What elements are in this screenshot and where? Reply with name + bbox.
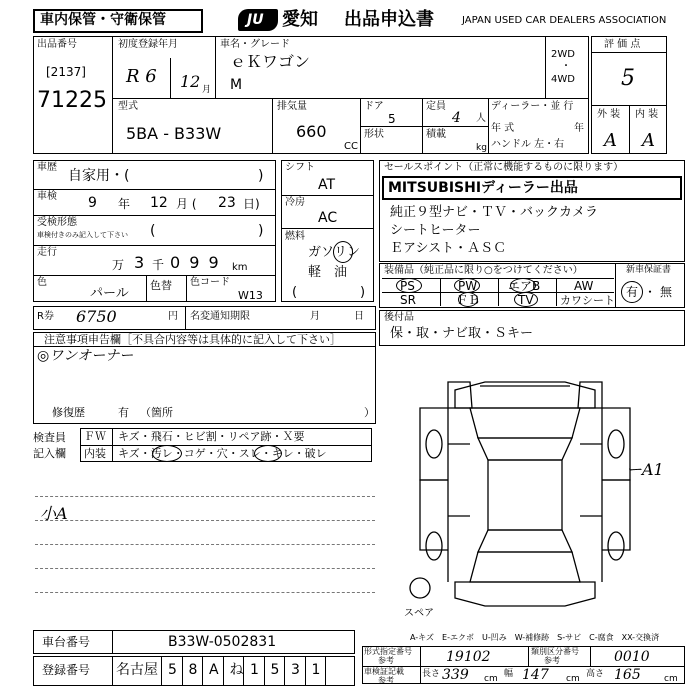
- sales-points-label: セールスポイント（正常に機能するものに限ります）: [384, 162, 624, 173]
- width-unit: cm: [566, 674, 580, 684]
- doors-value: 5: [388, 112, 396, 126]
- inspection-year: 9: [88, 195, 97, 211]
- interior-grade: A: [642, 130, 655, 151]
- score-value: 5: [621, 66, 635, 91]
- height-value: 165: [614, 667, 641, 683]
- name-grade-label: 車名・グレード: [220, 39, 290, 50]
- interior-label: 内 装: [635, 109, 659, 120]
- equip-airbag-circle: [510, 278, 536, 293]
- damage-legend: A-キズ E-エクボ U-凹み W-補修跡 S-サビ C-腐食 XX-交換済: [410, 633, 660, 642]
- shape-label: 形状: [364, 129, 384, 140]
- height-unit: cm: [664, 674, 678, 684]
- association-name: JAPAN USED CAR DEALERS ASSOCIATION: [462, 15, 667, 26]
- mileage-km: km: [232, 262, 248, 273]
- equip-aw: AW: [574, 279, 594, 293]
- color-code-value: W13: [238, 289, 263, 302]
- length-unit: cm: [484, 674, 498, 684]
- inspect-form-note: 車検付きのみ記入して下さい: [37, 231, 128, 239]
- plate-cell-text: 1: [311, 662, 321, 678]
- capacity-label: 定員: [426, 101, 446, 112]
- equipment-label: 装備品（純正品に限り○をつけてください）: [384, 265, 583, 276]
- class-value: 0010: [614, 649, 650, 665]
- mileage-digits: 0 9 9: [170, 253, 221, 272]
- model-value: 5BA - B33W: [126, 124, 222, 143]
- equip-airbag: エアB: [508, 279, 541, 293]
- model-year-label: 年 式: [491, 123, 515, 134]
- load-unit: kg: [476, 143, 487, 153]
- equip-tv: TV: [518, 293, 534, 307]
- repair-paren-close: ）: [364, 406, 375, 419]
- color-code-label: 色コード: [190, 277, 230, 288]
- length-label: 長さ: [422, 669, 441, 679]
- equip-pw: PW: [458, 279, 478, 293]
- load-label: 積載: [426, 129, 446, 140]
- inspection-month-unit: 月 (: [176, 197, 197, 211]
- warranty-yes: 有: [626, 285, 639, 299]
- displacement-unit: CC: [344, 141, 358, 152]
- recycle-yen: 円: [168, 311, 178, 322]
- first-reg-era-year: R 6: [126, 66, 157, 87]
- fuel-gasoline: ガソリン: [308, 245, 361, 260]
- sales-line-1: 純正９型ナビ・ＴＶ・バックカメラ: [390, 205, 599, 220]
- diagram-damage-mark: ーA1: [626, 460, 664, 479]
- plate-cell-text: 1: [250, 662, 259, 678]
- drive-dot: ・: [561, 61, 571, 72]
- notes-value: ◎ワンオーナー: [37, 348, 134, 364]
- warranty-no: 無: [660, 285, 673, 299]
- fuel-paren-open: (: [292, 285, 298, 300]
- displacement-label: 排気量: [277, 101, 307, 112]
- interior-scuff-circle: [254, 445, 282, 462]
- first-reg-month: 12: [180, 72, 201, 91]
- first-reg-month-unit: 月: [202, 85, 212, 95]
- mileage-sen-unit: 千: [152, 258, 165, 272]
- class-label: 類別区分番号: [531, 647, 579, 656]
- inspection-label: 車検: [37, 191, 57, 202]
- recycle-label: R券: [37, 311, 54, 322]
- handle-label: ハンドル 左・右: [491, 139, 565, 150]
- drive-4wd: 4WD: [551, 74, 575, 85]
- plate-cell-text: 3: [291, 662, 300, 678]
- length-value: 339: [442, 667, 469, 683]
- warranty-sep: ・: [644, 285, 657, 299]
- sales-line-2: シートヒーター: [390, 223, 481, 238]
- inspection-month: 12: [150, 195, 168, 211]
- car-body-diagram: [400, 360, 650, 620]
- plate-cell-text: 5: [168, 662, 177, 678]
- fw-label: ＦＷ: [84, 430, 106, 443]
- mileage-label: 走行: [37, 247, 57, 258]
- interior-check-label: 内装: [84, 447, 106, 460]
- org-name: 愛知: [282, 9, 318, 30]
- plate-label: 登録番号: [42, 663, 91, 677]
- ac-value: AC: [318, 210, 338, 226]
- color-label: 色: [37, 277, 47, 288]
- inspection-year-unit: 年: [118, 197, 131, 211]
- equip-fb-circle: [456, 292, 481, 307]
- lot-sub-number: [2137]: [46, 65, 86, 79]
- inspector-label-2: 記入欄: [33, 447, 66, 460]
- plate-cell-text: ね: [229, 662, 244, 678]
- recycle-value: 6750: [76, 307, 117, 326]
- lot-label: 出品番号: [37, 39, 77, 50]
- inspection-day-unit: 日): [243, 197, 260, 211]
- car-name: ｅＫワゴン: [230, 52, 311, 71]
- ref-label-1: 参考: [378, 656, 394, 665]
- warranty-label: 新車保証書: [626, 265, 672, 275]
- fuel-diesel: 軽 油: [308, 265, 348, 280]
- shift-value: AT: [318, 177, 336, 193]
- repair-label: 修復歴: [52, 406, 85, 419]
- color-value: パール: [90, 286, 129, 301]
- equip-fb: ＦＢ: [456, 293, 481, 307]
- color-change-label: 色替: [150, 279, 172, 292]
- equip-sr: SR: [400, 293, 416, 307]
- notice-label: 名変通知期限: [190, 311, 250, 322]
- plate-cell-text: 名古屋: [116, 662, 158, 678]
- equip-ps: PS: [400, 279, 415, 293]
- notice-month-unit: 月: [310, 311, 320, 322]
- equip-tv-circle: [514, 292, 538, 307]
- score-label: 評 価 点: [604, 39, 641, 50]
- plate-cell-text: A: [209, 662, 219, 678]
- repair-place: （箇所: [140, 406, 173, 419]
- mileage-man-unit: 万: [112, 258, 125, 272]
- exterior-label: 外 装: [597, 109, 621, 120]
- equip-pw-circle: [454, 278, 480, 293]
- history-label: 車歴: [37, 162, 57, 173]
- form-title: 出品申込書: [344, 9, 434, 30]
- spare-label: スペア: [404, 608, 434, 619]
- chassis-label: 車台番号: [42, 635, 91, 649]
- fuel-paren-close: ): [360, 285, 366, 300]
- inspector-label-1: 検査員: [33, 431, 66, 444]
- memo-handwritten: 小A: [40, 504, 68, 523]
- notes-title: 注意事項申告欄［不具合内容等は具体的に記入して下さい］: [44, 333, 341, 346]
- fuel-gasoline-circle: [333, 241, 353, 263]
- inspection-day: 23: [218, 195, 236, 211]
- type-designation-label: 形式指定番号: [364, 647, 412, 656]
- accessories-value: 保・取・ナビ取・Ｓキー: [390, 326, 534, 341]
- first-reg-label: 初度登録年月: [118, 39, 178, 50]
- inspect-form-label: 受検形態: [37, 217, 77, 228]
- storage-label: 車内保管・守衛保管: [40, 12, 166, 28]
- plate-cell-text: 5: [270, 662, 280, 678]
- type-designation-value: 19102: [446, 649, 491, 665]
- interior-stain-circle: [152, 445, 182, 462]
- car-grade: M: [230, 77, 243, 93]
- ref-label-2: 参考: [544, 656, 560, 665]
- fuel-label: 燃料: [285, 231, 305, 242]
- lot-number: 71225: [37, 88, 107, 113]
- ac-label: 冷房: [285, 197, 305, 208]
- dealer-label: ディーラー・並 行: [491, 101, 574, 112]
- mileage-digit1: 3: [134, 253, 145, 272]
- shift-label: シフト: [285, 162, 315, 173]
- equip-carpet: カワシート: [560, 294, 615, 307]
- height-label: 高さ: [586, 669, 605, 679]
- sales-line-3: Ｅアシスト・ＡＳＣ: [390, 241, 507, 256]
- capacity-value: 4: [452, 110, 461, 126]
- doors-label: ドア: [364, 101, 384, 112]
- equip-ps-circle: [396, 278, 422, 293]
- accessories-label: 後付品: [384, 312, 414, 323]
- inspect-form-paren-close: ): [258, 223, 264, 239]
- fw-text: キズ・飛石・ヒビ割・リペア跡・Ｘ要: [118, 430, 305, 443]
- sales-headline: MITSUBISHIディーラー出品: [388, 180, 578, 196]
- notice-day-unit: 日: [354, 311, 364, 322]
- inspect-form-paren-open: (: [150, 223, 156, 239]
- chassis-value: B33W-0502831: [168, 634, 277, 650]
- warranty-yes-circle: [621, 281, 643, 303]
- plate-cell-text: 8: [188, 662, 198, 678]
- model-label: 型式: [118, 101, 138, 112]
- repair-value: 有: [118, 406, 129, 419]
- capacity-unit: 人: [476, 113, 486, 124]
- history-paren-close: ): [258, 168, 264, 184]
- cert-label: 車検証記載: [364, 667, 404, 676]
- displacement-value: 660: [296, 122, 327, 141]
- model-year-unit: 年: [574, 123, 584, 134]
- ju-logo-text: JU: [247, 12, 264, 28]
- width-value: 147: [522, 667, 549, 683]
- interior-check-text: キズ・汚レ・コゲ・穴・スレ・キレ・破レ: [118, 447, 327, 460]
- exterior-grade: A: [604, 130, 617, 151]
- width-label: 幅: [504, 669, 514, 679]
- history-value: 自家用・(: [68, 168, 130, 184]
- drive-2wd: 2WD: [551, 49, 575, 60]
- ref-label-3: 参考: [378, 676, 394, 685]
